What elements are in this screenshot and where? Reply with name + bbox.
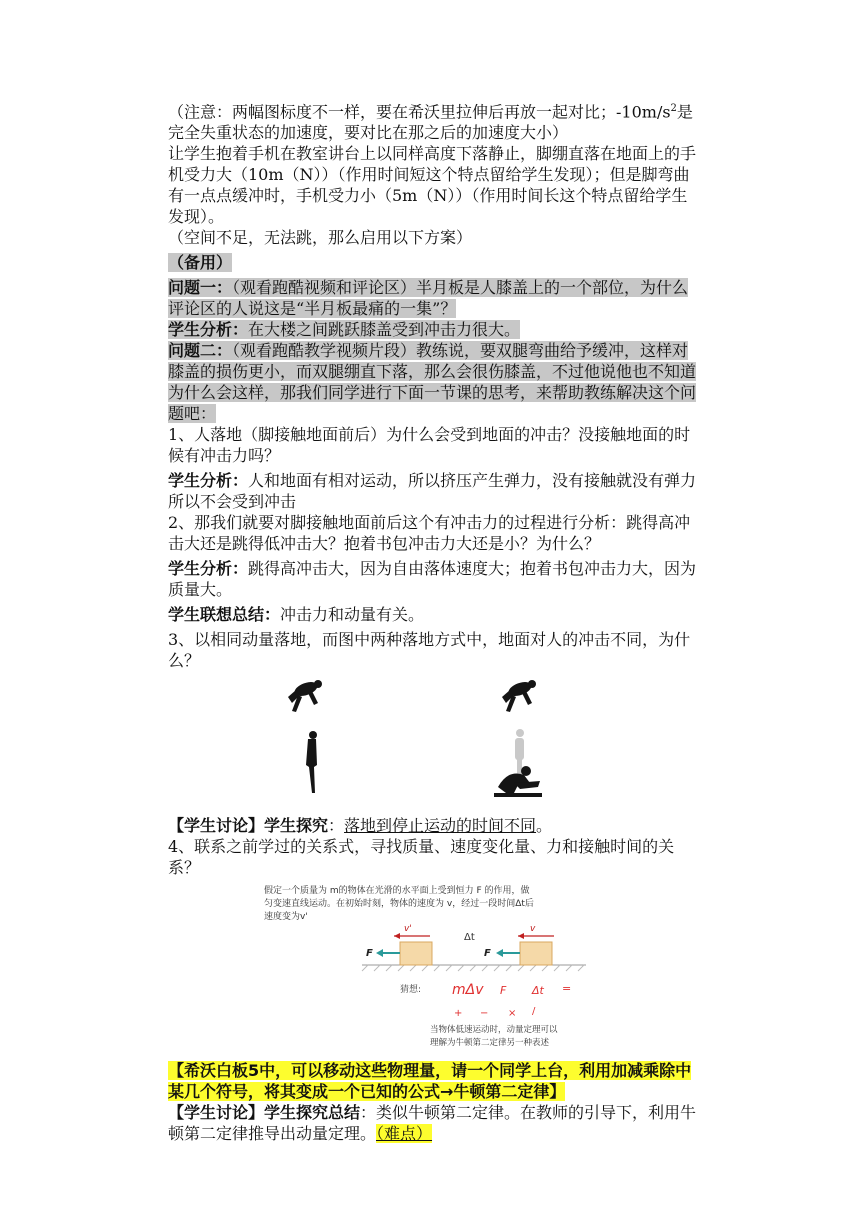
answer-2: 学生分析：人和地面有相对运动，所以挤压产生弹力，没有接触就没有弹力所以不会受到冲击 — [168, 471, 697, 512]
difficulty-tag: （难点） — [376, 1124, 433, 1144]
block-left — [400, 942, 432, 965]
discussion-1: 【学生讨论】学生探究：落地到停止运动的时间不同。 — [168, 816, 553, 836]
delta-t-label: Δt — [464, 932, 475, 944]
svg-text:v': v' — [404, 924, 412, 935]
force-arrow-right — [484, 948, 520, 959]
item-2: 2、那我们就要对脚接触地面前后这个有冲击力的过程进行分析：跳得高冲击大还是跳得低冲击大？抱着书包冲击力大还是小？为什么？ — [168, 513, 691, 554]
momentum-figure — [168, 880, 698, 1056]
item-1: 1、人落地（脚接触地面前后）为什么会受到地面的冲击？没接触地面的时候有冲击力吗？ — [168, 425, 691, 466]
question-1: 问题一：（观看跑酷视频和评论区）半月板是人膝盖上的一个部位，为什么评论区的人说这是“半月板最痛的一集”？ — [168, 278, 689, 319]
answer-1: 学生分析：在大楼之间跳跃膝盖受到冲击力很大。 — [168, 320, 521, 340]
item-3: 3、以相同动量落地，而图中两种落地方式中，地面对人的冲击不同，为什么？ — [168, 630, 691, 671]
fig-line-1: 假定一个质量为 m的物体在光滑的水平面上受到恒力 F 的作用，做 — [264, 886, 530, 897]
jumper-bent-legs — [502, 680, 536, 713]
equals-sign: = — [562, 982, 572, 996]
note-paragraph: （注意：两幅图标度不一样，要在希沃里拉伸后再放一起对比；$-10m/s^2$是完全失重状态的加速度，要对比在那之后的加速度大小） — [168, 102, 693, 143]
op-times: × — [508, 1008, 517, 1020]
summary: 学生联想总结：冲击力和动量有关。 — [168, 605, 425, 625]
svg-text:v: v — [530, 924, 536, 935]
momentum-diagram — [168, 880, 698, 1056]
op-minus: − — [480, 1008, 489, 1020]
seewo-instruction: 【希沃白板5中，可以移动这些物理量，请一个同学上台，利用加减乘除中某几个符号，将其变成一个已知的公式→牛顿第二定律】 — [168, 1061, 692, 1102]
landing-illustration — [168, 675, 698, 809]
force-arrow-left — [366, 948, 400, 959]
ground-hatch — [362, 965, 584, 971]
item-4: 4、联系之前学过的关系式，寻找质量、速度变化量、力和接触时间的关系？ — [168, 837, 675, 878]
svg-text:F: F — [484, 948, 491, 960]
fig-note-2: 理解为牛顿第二定律另一种表述 — [430, 1038, 550, 1049]
velocity-arrow-v-prime — [394, 924, 430, 939]
fig-note-1: 当物体低速运动时，动量定理可以 — [430, 1025, 558, 1036]
jumper-straight-legs — [288, 680, 322, 794]
landing-figures — [168, 675, 698, 809]
delta-t-term: Δt — [532, 984, 544, 998]
discussion-2: 【学生讨论】学生探究总结：类似牛顿第二定律。在教师的引导下，利用牛顿第二定律推导出动量定理。（难点） — [168, 1103, 697, 1144]
space-note: （空间不足，无法跳，那么启用以下方案） — [168, 228, 473, 248]
block-right — [520, 942, 552, 965]
velocity-arrow-v — [518, 924, 554, 939]
answer-3: 学生分析：跳得高冲击大，因为自由落体速度大；抱着书包冲击力大，因为质量大。 — [168, 559, 697, 600]
fig-line-2: 匀变速直线运动。在初始时刻，物体的速度为 v，经过一段时间Δt后 — [264, 899, 534, 910]
op-divide: / — [532, 1006, 536, 1018]
op-plus: + — [454, 1008, 463, 1020]
svg-text:F: F — [366, 948, 373, 960]
force-term: F — [500, 984, 507, 998]
guess-label: 猜想: — [400, 985, 422, 996]
question-2: 问题二：（观看跑酷教学视频片段）教练说，要双腿弯曲给予缓冲，这样对膝盖的损伤更小，而双腿绷直下落，那么会很伤膝盖，不过他说他也不知道为什么会这样，那我们同学进行下面一节课的思考，来帮助教练解决这个问题吧： — [168, 341, 697, 424]
m-delta-v: mΔv — [452, 982, 484, 999]
phone-drop-paragraph: 让学生抱着手机在教室讲台上以同样高度下落静止，脚绷直落在地面上的手机受力大（10m（N））（作用时间短这个特点留给学生发现）；但是脚弯曲有一点点缓冲时，手机受力小（5m（N））（作用时间长这个特点留给学生发现）。 — [168, 144, 697, 227]
backup-heading: （备用） — [168, 253, 233, 273]
document-page — [168, 98, 698, 1144]
fig-line-3: 速度变为v' — [264, 912, 308, 923]
